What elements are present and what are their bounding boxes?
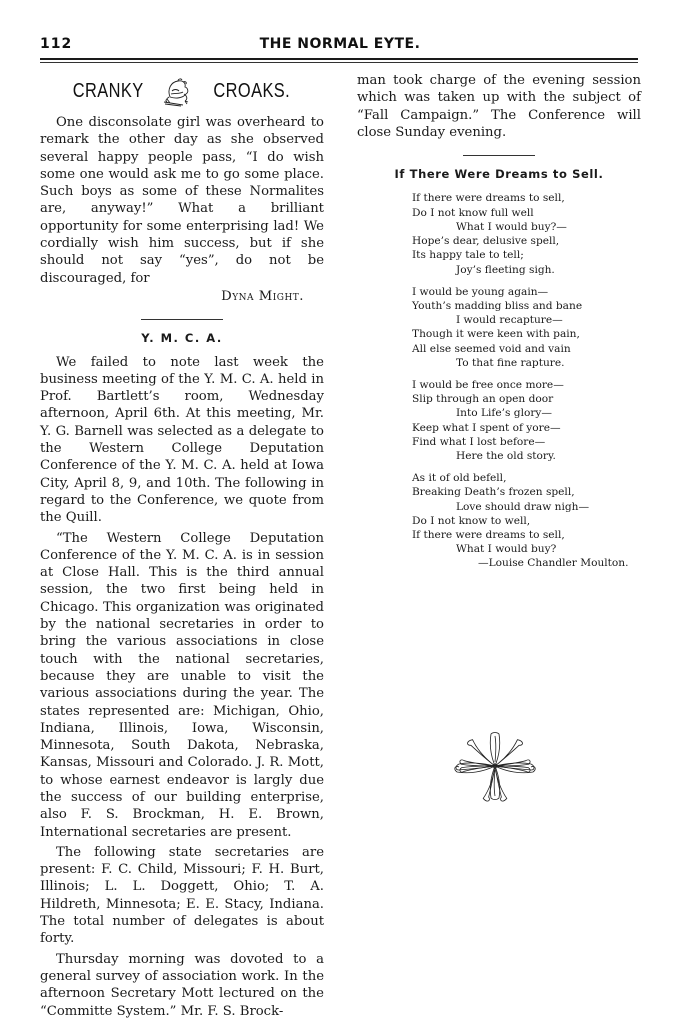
poem-attribution: —Louise Chandler Moulton. <box>478 557 629 570</box>
running-head: THE NORMAL EYTE. <box>259 36 421 52</box>
poem-stanza <box>412 191 641 276</box>
poem-line: I would recapture— <box>456 314 563 327</box>
title-left: CRANKY <box>72 80 144 103</box>
poem-line: Love should draw nigh— <box>456 500 590 513</box>
poem-line: Do I not know full well <box>412 206 534 219</box>
poem-line: Though it were keen with pain, <box>412 328 580 341</box>
header-rule-thick <box>40 58 638 60</box>
poem-line: If there were dreams to sell, <box>412 528 565 541</box>
poem-line: I would be young again— <box>412 285 549 298</box>
poem-line: Its happy tale to tell; <box>412 249 524 262</box>
poem-line: If there were dreams to sell, <box>412 192 565 205</box>
poem-line: Find what I lost before— <box>412 435 546 448</box>
signature: Dyna Might. <box>221 288 304 304</box>
poem-stanza <box>412 471 641 556</box>
poem-line: What I would buy?— <box>456 220 567 233</box>
poem-line: Here the old story. <box>456 449 556 462</box>
poem-line: Slip through an open door <box>412 393 554 406</box>
ymca-paragraph: The following state secretaries are present: F. C. Child, Missouri; F. H. Burt, Illinois; L. L. Doggett, Ohio; T. A. Hildreth, Minnesota; E. E. Stacy, Indiana. The total number of delegates is about forty. <box>40 844 324 947</box>
poem-stanza <box>412 285 641 370</box>
ymca-heading: Y. M. C. A. <box>141 331 223 346</box>
poem-line: All else seemed void and vain <box>412 342 571 355</box>
ymca-paragraph: We failed to note last week the business meeting of the Y. M. C. A. held in Prof. Bartlett’s room, Wednesday afternoon, April 6th. At this meeting, Mr. Y. G. Barnell was selected as a delegate to the Western College Deputation Conference of the Y. M. C. A. held at Iowa City, April 8, 9, and 10th. The following in regard to the Conference, we quote from the Quill. <box>40 354 324 526</box>
poem-line: I would be free once more— <box>412 378 564 391</box>
poem-line: Youth’s madding bliss and bane <box>412 299 583 312</box>
poem-title: If There Were Dreams to Sell. <box>394 167 604 182</box>
poem-line: Into Life’s glory— <box>456 407 552 420</box>
page-number: 112 <box>40 36 73 52</box>
right-column <box>357 72 641 571</box>
frog-icon <box>161 77 195 107</box>
poem-line: Breaking Death’s frozen spell, <box>412 486 575 499</box>
floral-ornament-icon <box>452 730 538 802</box>
left-column <box>40 72 324 1020</box>
poem-line: Keep what I spent of yore— <box>412 421 561 434</box>
ymca-paragraph: Thursday morning was dovoted to a general survey of association work. In the afternoon Secretary Mott lectured on the “Committe System.” Mr. F. S. Brock- <box>40 951 324 1019</box>
poem <box>412 191 641 570</box>
poem-line: Hope’s dear, delusive spell, <box>412 235 560 248</box>
ymca-continuation: man took charge of the evening session which was taken up with the subject of “Fall Campaign.” The Conference will close Sunday evening. <box>357 73 641 140</box>
poem-line: Joy’s fleeting sigh. <box>456 263 555 276</box>
ymca-paragraph: “The Western College Deputation Conference of the Y. M. C. A. is in session at Close Hall. This is the third annual session, the two first being held in Chicago. This organization was originated by the national secretaries in order to bring the various associations in close touch with the national secretaries, because they are unable to visit the various associations during the year. The states represented are: Michigan, Ohio, Indiana, Illinois, Iowa, Wisconsin, Minnesota, South Dakota, Nebraska, Kansas, Missouri and Colorado. J. R. Mott, to whose earnest endeavor is largly due the success of our building enterprise, also F. S. Brockman, H. E. Brown, International secretaries are present. <box>40 530 324 840</box>
poem-line: What I would buy? <box>456 543 557 556</box>
title-right: CROAKS. <box>213 80 291 103</box>
cranky-croaks-paragraph: One disconsolate girl was overheard to remark the other day as she observed several happy people pass, “I do wish some one would ask me to go some place. Such boys as some of these Normalites are, anyway!” What a brilliant opportunity for some enterprising lad! We cordially wish him success, but if she should not say “yes”, do not be discouraged, for <box>40 115 324 286</box>
poem-line: To that fine rapture. <box>456 356 565 369</box>
poem-line: Do I not know to well, <box>412 514 531 527</box>
poem-divider <box>463 155 535 156</box>
poem-line: As it of old befell, <box>412 472 507 485</box>
section-divider <box>141 319 223 320</box>
cranky-croaks-title <box>40 72 324 112</box>
poem-stanza <box>412 378 641 463</box>
header-rule-thin <box>40 62 638 63</box>
